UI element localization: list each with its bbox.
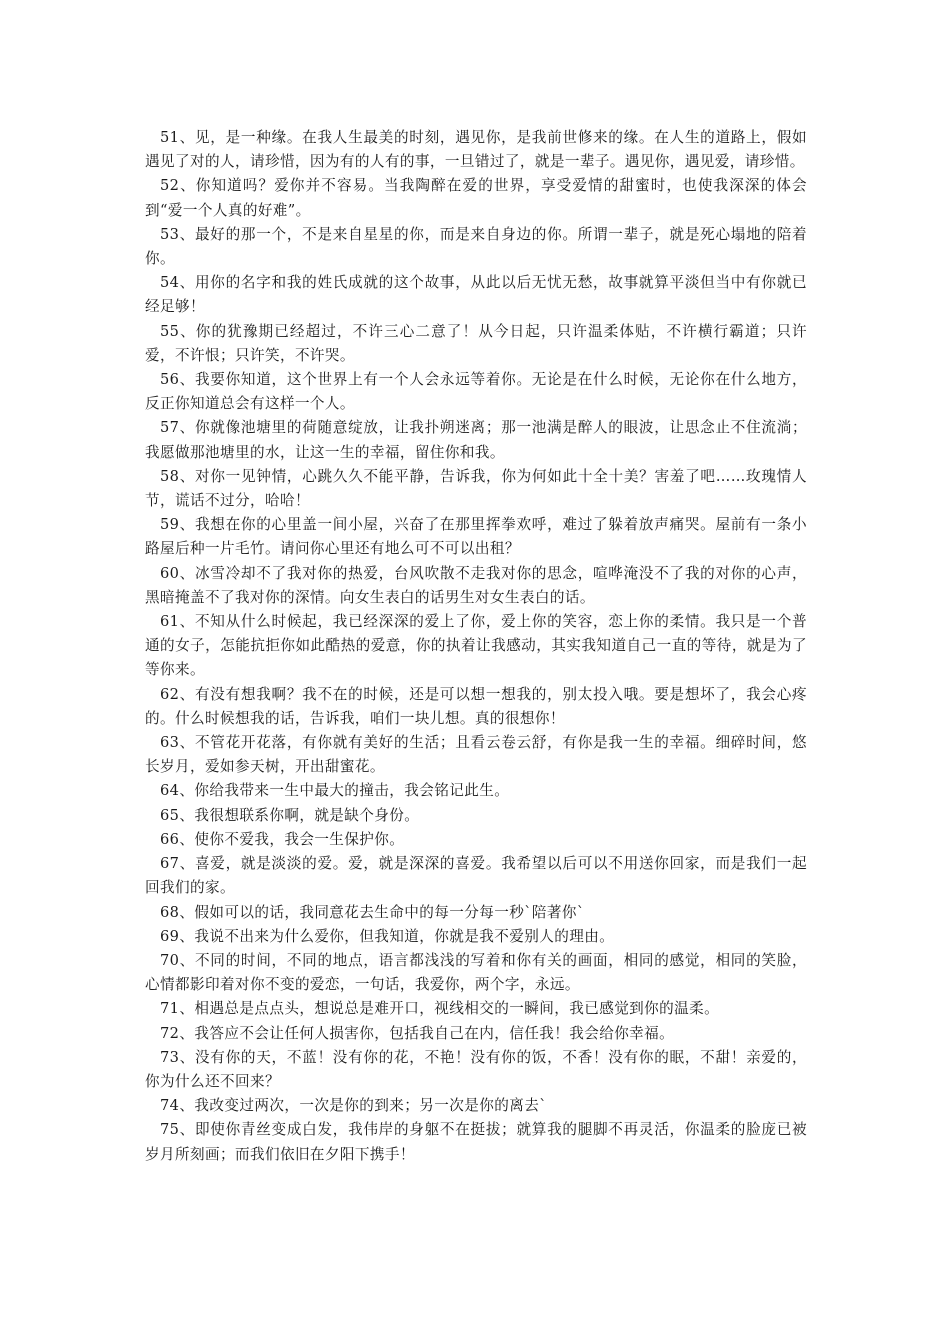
paragraph-67: 67、喜爱，就是淡淡的爱。爱，就是深深的喜爱。我希望以后可以不用送你回家，而是我们一起回我们的家。	[145, 855, 807, 897]
paragraph-62: 62、有没有想我啊？我不在的时候，还是可以想一想我的，别太投入哦。要是想坏了，我会心疼的。什么时候想我的话，告诉我，咱们一块儿想。真的很想你！	[145, 685, 807, 727]
paragraph-70: 70、不同的时间，不同的地点，语言都浅浅的写着和你有关的画面，相同的感觉，相同的笑脸，心情都影印着对你不变的爱恋，一句话，我爱你，两个字，永远。	[145, 951, 807, 994]
paragraph-57: 57、你就像池塘里的荷随意绽放，让我扑朔迷离；那一池满是醉人的眼波，让思念止不住流淌；我愿做那池塘里的水，让这一生的幸福，留住你和我。	[145, 419, 807, 461]
paragraph-54: 54、用你的名字和我的姓氏成就的这个故事，从此以后无忧无愁，故事就算平淡但当中有你就已经足够！	[145, 274, 807, 316]
paragraph-55: 55、你的犹豫期已经超过，不许三心二意了！从今日起，只许温柔体贴，不许横行霸道；只许爱，不许恨；只许笑，不许哭。	[145, 322, 807, 364]
paragraph-73: 73、没有你的天，不蓝！没有你的花，不艳！没有你的饭，不香！没有你的眠，不甜！亲爱的，你为什么还不回来？	[145, 1048, 807, 1090]
paragraph-60: 60、冰雪冷却不了我对你的热爱，台风吹散不走我对你的思念，喧哗淹没不了我的对你的心声，黑暗掩盖不了我对你的深情。向女生表白的话男生对女生表白的话。	[145, 564, 807, 606]
paragraph-69: 69、我说不出来为什么爱你，但我知道，你就是我不爱别人的理由。	[160, 927, 615, 945]
paragraph-68: 68、假如可以的话，我同意花去生命中的每一分每一秒`陪著你`	[160, 903, 585, 921]
paragraph-52: 52、你知道吗？爱你并不容易。当我陶醉在爱的世界，享受爱情的甜蜜时，也使我深深的体会到“爱一个人真的好难”。	[145, 177, 807, 219]
paragraph-58: 58、对你一见钟情，心跳久久不能平静，告诉我，你为何如此十全十美？害羞了吧……玫瑰情人节，谎话不过分，哈哈！	[145, 467, 807, 510]
paragraph-53: 53、最好的那一个，不是来自星星的你，而是来自身边的你。所谓一辈子，就是死心塌地的陪着你。	[145, 225, 807, 268]
paragraph-72: 72、我答应不会让任何人损害你，包括我自己在内，信任我！我会给你幸福。	[160, 1024, 675, 1042]
paragraph-64: 64、你给我带来一生中最大的撞击，我会铭记此生。	[160, 782, 510, 800]
document-body	[145, 126, 807, 1167]
paragraph-51: 51、见，是一种缘。在我人生最美的时刻，遇见你，是我前世修来的缘。在人生的道路上，假如遇见了对的人，请珍惜，因为有的人有的事，一旦错过了，就是一辈子。遇见你，遇见爱，请珍惜。	[145, 129, 807, 171]
paragraph-75: 75、即使你青丝变成白发，我伟岸的身躯不在挺拔；就算我的腿脚不再灵活，你温柔的脸庞已被岁月所刻画；而我们依旧在夕阳下携手！	[145, 1121, 807, 1163]
paragraph-66: 66、使你不爱我，我会一生保护你。	[160, 830, 405, 848]
paragraph-59: 59、我想在你的心里盖一间小屋，兴奋了在那里挥拳欢呼，难过了躲着放声痛哭。屋前有一条小路屋后种一片毛竹。请问你心里还有地么可不可以出租？	[145, 516, 807, 558]
paragraph-56: 56、我要你知道，这个世界上有一个人会永远等着你。无论是在什么时候，无论你在什么地方，反正你知道总会有这样一个人。	[145, 371, 807, 413]
paragraph-74: 74、我改变过两次，一次是你的到来；另一次是你的离去`	[160, 1097, 547, 1115]
paragraph-61: 61、不知从什么时候起，我已经深深的爱上了你，爱上你的笑容，恋上你的柔情。我只是一个普通的女子，怎能抗拒你如此酷热的爱意，你的执着让我感动，其实我知道自己一直的等待，就是为了等你来。	[145, 613, 807, 679]
paragraph-63: 63、不管花开花落，有你就有美好的生活；且看云卷云舒，有你是我一生的幸福。细碎时间，悠长岁月，爱如参天树，开出甜蜜花。	[145, 734, 807, 776]
paragraph-71: 71、相遇总是点点头，想说总是难开口，视线相交的一瞬间，我已感觉到你的温柔。	[160, 1000, 720, 1018]
paragraph-65: 65、我很想联系你啊，就是缺个身份。	[160, 806, 420, 824]
